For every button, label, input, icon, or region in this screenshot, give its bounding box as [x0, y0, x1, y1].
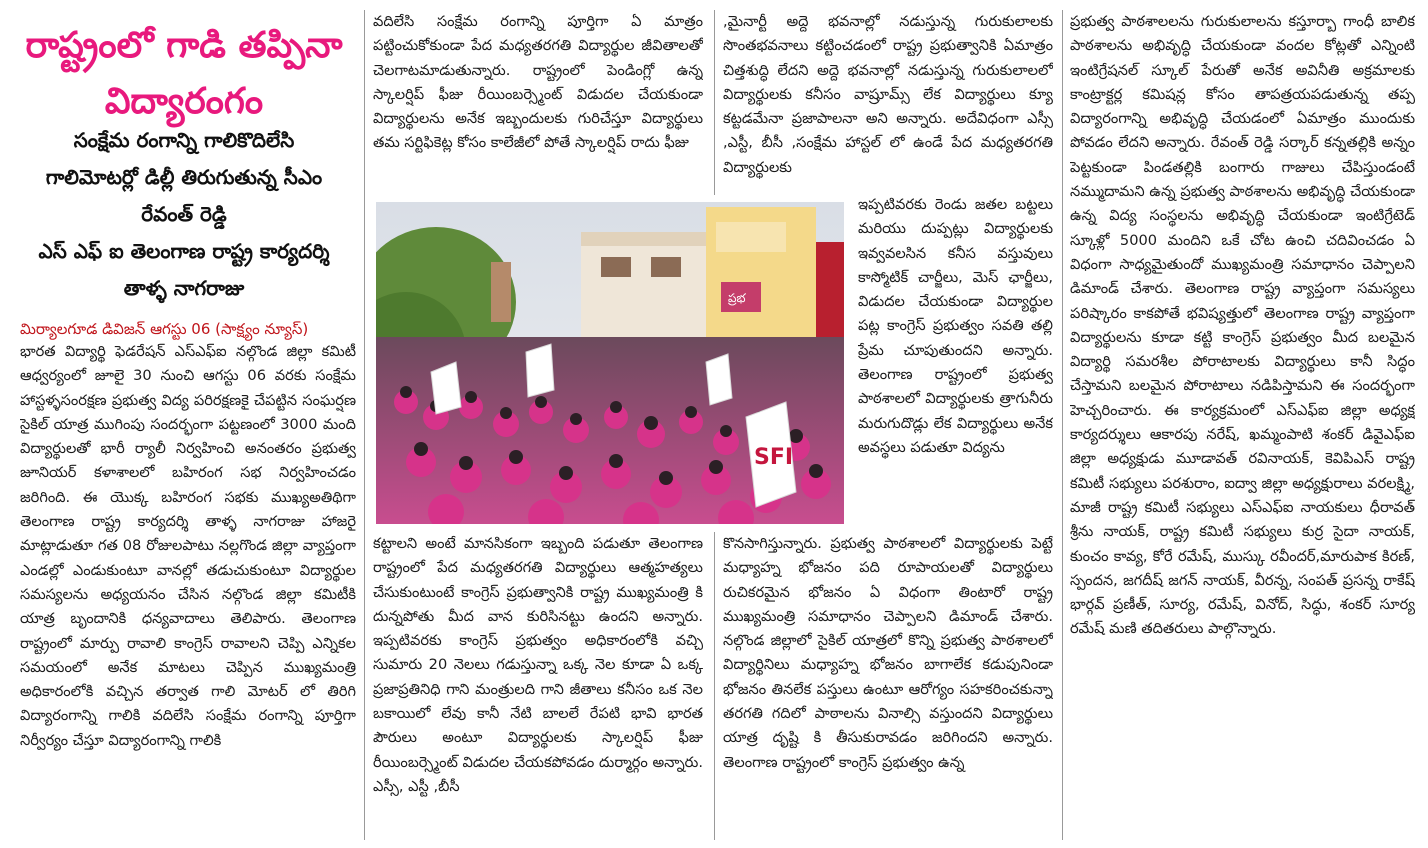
banner-text: SFI: [754, 445, 794, 470]
subheadline-line-1: సంక్షేమ రంగాన్ని గాలికొదిలేసి: [73, 128, 295, 152]
article-column-3-bottom: [723, 532, 1053, 842]
subheadline: [14, 122, 354, 307]
column-divider: [714, 10, 715, 195]
column-3-top-text: ,మైనార్టీ అద్దె భవనాల్లో నడుస్తున్న గురుకులాలకు సొంతభవనాలు కట్టించడంలో రాష్ట్ర ప్రభుత్వానికి ఏమాత్రం చిత్తశుద్ధి లేదని అద్దె భవనాల్లో నడుస్తున్న గురుకులాలలో విద్యార్థులకు కనీసం వాష్రూమ్స్ లేక విద్యార్థులు క్యూ కట్టడమేనా ప్రజాపాలనా అని అన్నారు. అదేవిధంగా ఎస్సీ ,ఎస్టీ, బీసీ ,సంక్షేమ హాస్టల్ లో ఉండే పేద మధ్యతరగతి విద్యార్థులకు: [723, 13, 1053, 176]
article-column-1: [20, 340, 356, 840]
article-column-2-top: [373, 10, 703, 195]
article-column-3-top: [723, 10, 1053, 195]
dateline: మిర్యాలగూడ డివిజన్ ఆగస్టు 06 (సాక్ష్యం న్యూస్): [20, 320, 309, 338]
shop-sign-text: ప్రభ: [728, 291, 746, 305]
column-divider: [714, 532, 715, 840]
subheadline-line-4: ఎస్ ఎఫ్ ఐ తెలంగాణ రాష్ట్ర కార్యదర్శి: [38, 239, 330, 263]
article-column-3-side: [858, 193, 1053, 535]
column-3-bottom-text: కొనసాగిస్తున్నారు. ప్రభుత్వ పాఠశాలలో విద్యార్థులకు పెట్టే మధ్యాహ్న భోజనం పది రూపాయలతో విద్యార్థులు రుచికరమైన భోజనం ఏ విధంగా తింటారో రాష్ట్ర ముఖ్యమంత్రి సమాధానం చెప్పాలని డిమాండ్ చేశారు. నల్గొండ జిల్లాలో సైకిల్ యాత్రలో కొన్ని ప్రభుత్వ పాఠశాలలో విద్యార్థినిలు మధ్యాహ్న భోజనం బాగాలేక కడుపునిండా భోజనం తినలేక పస్తులు ఉంటూ ఆరోగ్యం సహకరించకున్నా తరగతి గదిలో పాఠాలను వినాల్సి వస్తుందని విద్యార్థులు యాత్ర దృష్టి కి తీసుకురావడం జరిగిందని అన్నారు. తెలంగాణ రాష్ట్రంలో కాంగ్రెస్ ప్రభుత్వం ఉన్న: [723, 535, 1053, 771]
headline-line-1: రాష్ట్రంలో గాడి తప్పినా: [25, 25, 343, 66]
column-1-text: భారత విద్యార్థి ఫెడరేషన్ ఎస్ఎఫ్ఐ నల్గొండ జిల్లా కమిటీ ఆధ్వర్యంలో జూలై 30 నుంచి ఆగస్టు 06 వరకు సంక్షేమ హాస్టళ్ళసంరక్షణ ప్రభుత్వ విద్య పరిరక్షణకై చేపట్టిన సంఘర్షణ సైకిల్ యాత్ర ముగింపు సందర్భంగా పట్టణంలో 3000 మంది విద్యార్థులతో భారీ ర్యాలీ నిర్వహించి అనంతరం ప్రభుత్వ జూనియర్ కళాశాలలో బహిరంగ సభ నిర్వహించడం జరిగింది. ఈ యొక్క బహిరంగ సభకు ముఖ్యఅతిథిగా తెలంగాణ రాష్ట్ర కార్యదర్శి తాళ్ళ నాగరాజు హాజరై మాట్లాడుతూ గత 08 రోజులపాటు నల్లగొండ జిల్లా వ్యాప్తంగా ఎండల్లో ఎండుకుంటూ వానల్లో తడుచుకుంటూ విద్యార్థుల సమస్యలను అధ్యయనం చేసిన నల్గొండ జిల్లా కమిటీకి యాత్ర బృందానికి ధన్యవాదాలు తెలిపారు. తెలంగాణ రాష్ట్రంలో మార్పు రావాలి కాంగ్రెస్ రావాలని చెప్పి ఎన్నికల సమయంలో అనేక మాటలు చెప్పిన ముఖ్యమంత్రి అధికారంలోకి వచ్చిన తర్వాత గాలి మోటర్ లో తిరిగి విద్యారంగాన్ని గాలికి వదిలేసి సంక్షేమ రంగాన్ని పూర్తిగా నిర్వీర్యం చేస్తూ విద్యారంగాన్ని గాలికి: [20, 343, 356, 749]
column-divider: [364, 10, 365, 840]
subheadline-line-3: రేవంత్ రెడ్డి: [141, 202, 227, 226]
article-column-2-bottom: [373, 532, 703, 842]
column-2-top-text: వదిలేసి సంక్షేమ రంగాన్ని పూర్తిగా ఏ మాత్రం పట్టించుకోకుండా పేద మధ్యతరగతి విద్యార్థుల జీవితాలతో చెలగాటమాడుతున్నారు. రాష్ట్రంలో పెండింగ్లో ఉన్న స్కాలర్షిప్ ఫీజు రీయింబర్స్మెంట్ విడుదల చేయకుండా విద్యార్థులను అనేక ఇబ్బందులకు గురిచేస్తూ విద్యార్థులు తమ సర్టిఫికెట్ల కోసం కాలేజీలో పోతే స్కాలర్షిప్ రాదు ఫీజు: [373, 13, 703, 152]
column-4-text: ప్రభుత్వ పాఠశాలలను గురుకులాలను కస్తూర్బా గాంధీ బాలిక పాఠశాలను అభివృద్ధి చేయకుండా వందల కోట్లతో ఎన్నింటి ఇంటిగ్రేషనల్ స్కూల్ పేరుతో అనేక అవినీతి అక్రమాలకు కాంట్రాక్టర్ల కమిషన్ల కోసం తాపత్రయపడుతున్న తప్ప విద్యారంగాన్ని అభివృద్ధి చేయడంలో ఏమాత్రం ముందుకు పోవడం లేదని అన్నారు. రేవంత్ రెడ్డి సర్కార్ కన్నతల్లికి అన్నం పెట్టకుండా పిండతల్లికి బంగారు గాజులు చేపిస్తుండంటే నమ్ముదామని ఉన్న ప్రభుత్వ పాఠశాలను అభివృద్ధి చేయకుండా ఉన్న విద్య సంస్థలను అభివృద్ధి చేయకుండా ఇంటిగ్రేటెడ్ స్కూళ్లో 5000 మందిని ఒకే చోట ఉంచి చదివించడం ఏ విధంగా సాధ్యమైతుందో ముఖ్యమంత్రి సమాధానం చెప్పాలని డిమాండ్ చేశారు. తెలంగాణ రాష్ట్ర వ్యాప్తంగా సమస్యలు పరిష్కారం కాకపోతే భవిష్యత్తులో తెలంగాణ రాష్ట్ర వ్యాప్తంగా విద్యార్థులను కూడా కట్టి కాంగ్రెస్ ప్రభుత్వం మీద బలమైన విద్యార్థి సమరశీల పోరాటాలకు విద్యార్థులు కానీ సిద్ధం చేస్తామని బలమైన పోరాటాలు నడిపిస్తామని ఈ సందర్భంగా హెచ్చరించారు. ఈ కార్యక్రమంలో ఎస్ఎఫ్ఐ జిల్లా అధ్యక్ష కార్యదర్శులు ఆకారపు నరేష్, ఖమ్మంపాటి శంకర్ డివైఎఫ్ఐ జిల్లా అధ్యక్షుడు మూడావత్ రవినాయక్, కెవిపిఎస్ రాష్ట్ర కమిటీ సభ్యులు పరశురాం, ఐద్వా జిల్లా అధ్యక్షురాలు వరలక్ష్మి, మాజీ రాష్ట్ర కమిటీ సభ్యులు ఎస్ఎఫ్ఐ నాయకులు ధీరావత్ శ్రీను నాయక్, రాష్ట్ర కమిటీ సభ్యులు కుర్ర సైదా నాయక్, కుంచం కావ్య, కోరే రమేష్, ముస్కు రవీందర్,మారుపాక కిరణ్, స్పందన, జగదీష్ జగన్ నాయక్, వీరన్న, సంపత్ ప్రసన్న రాకేష్ భార్గవ్ ప్రణీత్, సూర్య, రమేష్, వినోద్, సిద్ధు, శంకర్ సూర్య రమేష్ మణి తదితరులు పాల్గొన్నారు.: [1070, 13, 1415, 638]
headline: [14, 18, 354, 130]
article-column-4: [1070, 10, 1415, 840]
column-2-bottom-text: కట్టాలని అంటే మానసికంగా ఇబ్బంది పడుతూ తెలంగాణ రాష్ట్రంలో పేద మధ్యతరగతి విద్యార్థులు ఆత్మహత్యలు చేసుకుంటుంటే కాంగ్రెస్ ప్రభుత్వానికి రాష్ట్ర ముఖ్యమంత్రి కి దున్నపోతు మీద వాన కురిసినట్టు ఉందని అన్నారు. ఇప్పటివరకు కాంగ్రెస్ ప్రభుత్వం అధికారంలోకి వచ్చి సుమారు 20 నెలలు గడుస్తున్నా ఒక్క నెల కూడా ఏ ఒక్క ప్రజాప్రతినిధి గాని మంత్రులది గాని జీతాలు కనీసం ఒక నెల బకాయిలో లేవు కానీ నేటి బాలలే రేపటి భావి భారత పౌరులు అంటూ విద్యార్థులకు స్కాలర్షిప్ ఫీజు రీయింబర్స్మెంట్ విడుదల చేయకపోవడం దుర్మార్గం అన్నారు. ఎస్సీ, ఎస్టీ ,బీసీ: [373, 535, 703, 795]
subheadline-line-2: గాలిమోటర్లో డిల్లీ తిరుగుతున్న సీఎం: [45, 165, 323, 189]
subheadline-line-5: తాళ్ళ నాగరాజు: [123, 276, 245, 300]
headline-line-2: విద్యారంగం: [104, 81, 264, 122]
column-3-side-text: ఇప్పటివరకు రెండు జతల బట్టలు మరియు దుప్పట్లు విద్యార్థులకు ఇవ్వవలసిన కనీస వస్తువులు కాస్మోటిక్ చార్జీలు, మెస్ ఛార్జీలు, విడుదల చేయకుండా విద్యార్థుల పట్ల కాంగ్రెస్ ప్రభుత్వం సవతి తల్లి ప్రేమ చూపుతుందని అన్నారు. తెలంగాణ రాష్ట్రంలో ప్రభుత్వ పాఠశాలలో విద్యార్థులకు త్రాగునీరు మరుగుదొడ్లు లేక విద్యార్థులు అనేక అవస్థలు పడుతూ విద్యను: [858, 196, 1053, 456]
column-divider: [1062, 10, 1063, 840]
rally-photo: [376, 202, 844, 524]
